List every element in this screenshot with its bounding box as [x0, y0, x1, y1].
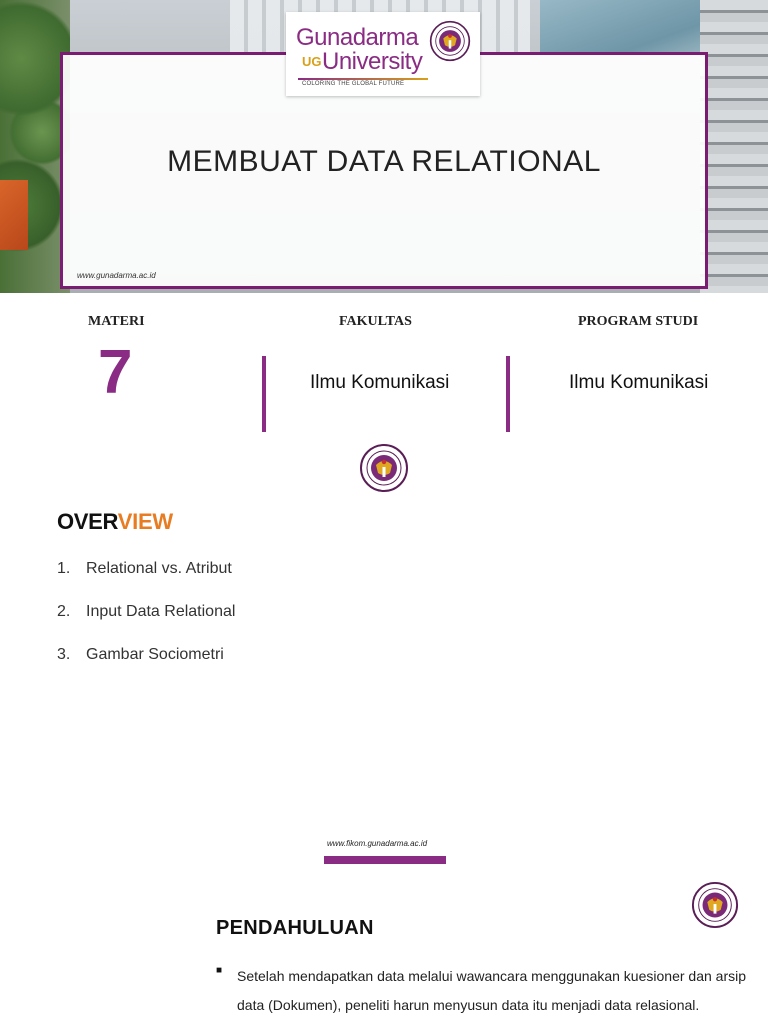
materi-number: 7: [98, 338, 133, 407]
fakultas-label: FAKULTAS: [339, 314, 412, 329]
background-roof: [0, 180, 28, 250]
divider-right: [506, 356, 510, 432]
footer-website-url: www.fikom.gunadarma.ac.id: [327, 839, 428, 848]
footer-bar: [324, 856, 446, 864]
hero-banner: [0, 0, 768, 293]
university-emblem-icon: [429, 20, 471, 62]
list-item: 2. Input Data Relational: [57, 603, 236, 620]
logo-rule: [298, 78, 428, 80]
page-title: MEMBUAT DATA RELATIONAL: [167, 145, 601, 178]
university-emblem-icon: [691, 881, 739, 929]
background-tower: [700, 0, 768, 293]
section-paragraph: Setelah mendapatkan data melalui wawancara menggunakan kuesioner dan arsip data (Dokumen), peneliti harun menyusun data itu menjadi data relasional.: [237, 968, 746, 1013]
logo-tagline: COLORING THE GLOBAL FUTURE: [302, 81, 405, 87]
divider-left: [262, 356, 266, 432]
program-studi-label: PROGRAM STUDI: [578, 314, 699, 329]
fakultas-value: Ilmu Komunikasi: [310, 372, 450, 393]
logo-ug-mark: UG: [302, 54, 322, 69]
university-emblem-icon: [359, 443, 409, 493]
list-item: 3. Gambar Sociometri: [57, 646, 224, 663]
university-logo: [286, 12, 480, 96]
overview-title: OVERVIEW: [57, 509, 173, 534]
website-url: www.gunadarma.ac.id: [77, 271, 156, 280]
materi-label: MATERI: [88, 314, 145, 329]
bullet-square-icon: ■: [216, 965, 223, 976]
section-title: PENDAHULUAN: [216, 917, 374, 939]
list-item: 1. Relational vs. Atribut: [57, 560, 232, 577]
logo-name: Gunadarma: [296, 24, 419, 51]
program-studi-value: Ilmu Komunikasi: [569, 372, 709, 393]
logo-university: University: [322, 48, 423, 75]
overview-list: [57, 560, 235, 689]
